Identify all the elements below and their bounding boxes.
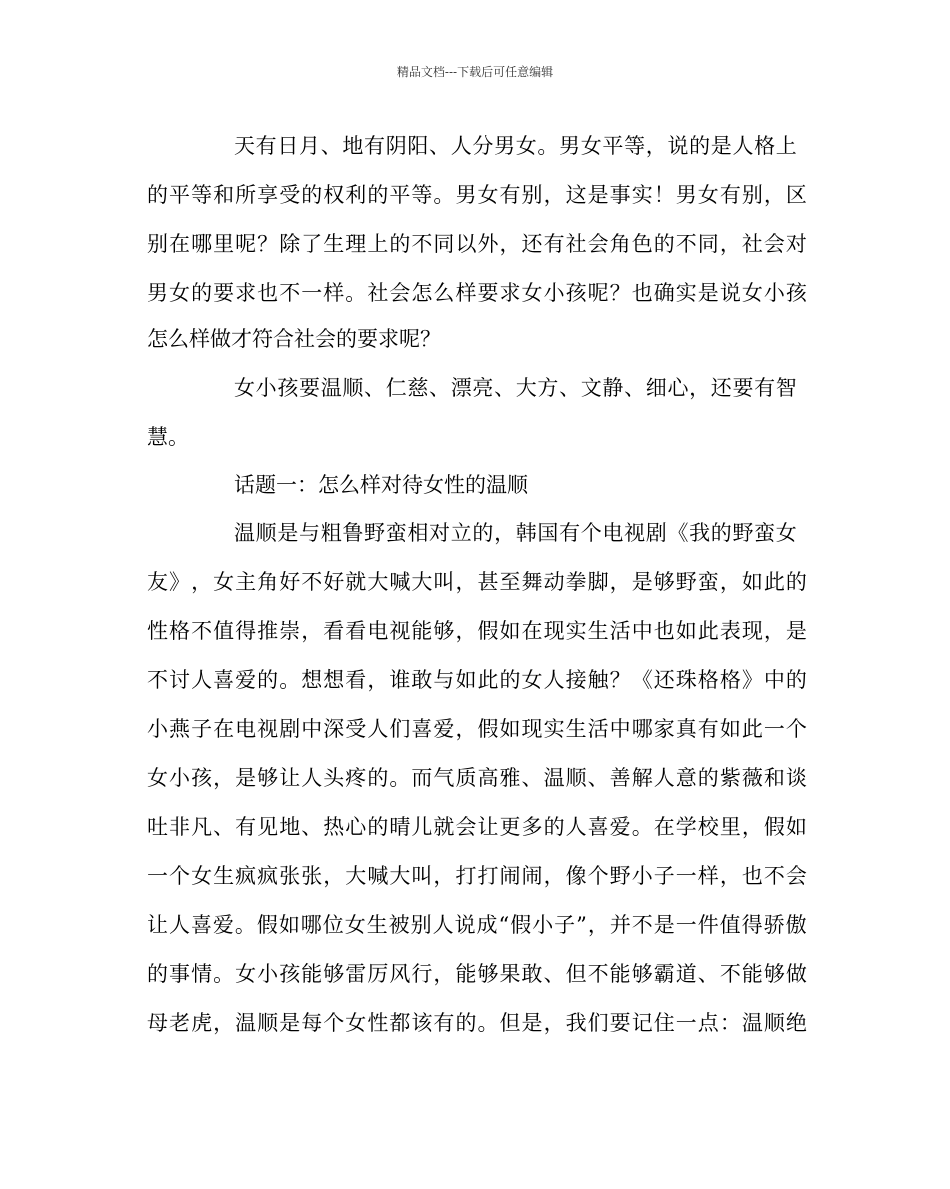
text-line: 慧。: [147, 425, 189, 449]
text-line: 一 个 女 生 疯 疯 张 张 ， 大 喊 大 叫 ， 打 打 闹 闹 ， 像 个 野 小 子 一 样 ， 也 不 会: [147, 864, 807, 888]
text-line: 性 格 不 值 得 推 崇 ， 看 看 电 视 能 够 ， 假 如 在 现 实 生 活 中 也 如 此 表 现 ， 是: [147, 619, 807, 643]
text-line: 天 有 日 月 、 地 有 阴 阳 、 人 分 男 女 。 男 女 平 等 ， 说 的 是 人 格 上: [234, 134, 797, 158]
text-line: 女 小 孩 ， 是 够 让 人 头 疼 的 。 而 气 质 高 雅 、 温 顺 、 善 解 人 意 的 紫 薇 和 谈: [147, 766, 807, 790]
page-header: 精品文档---下载后可任意编辑: [396, 65, 554, 79]
text-line: 的 事 情 。 女 小 孩 能 够 雷 厉 风 行 ， 能 够 果 敢 、 但 不 能 够 霸 道 、 不 能 够 做: [147, 962, 807, 986]
text-line: 小 燕 子 在 电 视 剧 中 深 受 人 们 喜 爱 ， 假 如 现 实 生 活 中 哪 家 真 有 如 此 一 个: [147, 717, 807, 741]
text-line: 女 小 孩 要 温 顺 、 仁 慈 、 漂 亮 、 大 方 、 文 静 、 细 心 ， 还 要 有 智: [234, 376, 797, 400]
section-heading: 话题一：怎么样对待女性的温顺: [234, 473, 528, 497]
text-line: 不 讨 人 喜 爱 的 。 想 想 看 ， 谁 敢 与 如 此 的 女 人 接 触 ？ 《 还 珠 格 格 》 中 的: [147, 668, 807, 692]
text-line: 吐 非 凡 、 有 见 地 、 热 心 的 晴 儿 就 会 让 更 多 的 人 喜 爱 。 在 学 校 里 ， 假 如: [147, 815, 807, 839]
text-line: 的 平 等 和 所 享 受 的 权 利 的 平 等 。 男 女 有 别 ， 这 是 事 实 ！ 男 女 有 别 ， 区: [147, 183, 807, 207]
text-line: 友 》 ， 女 主 角 好 不 好 就 大 喊 大 叫 ， 甚 至 舞 动 拳 脚 ， 是 够 野 蛮 ， 如 此 的: [147, 570, 807, 594]
text-line: 别 在 哪 里 呢 ？ 除 了 生 理 上 的 不 同 以 外 ， 还 有 社 会 角 色 的 不 同 ， 社 会 对: [147, 232, 807, 256]
text-line: 母 老 虎 ， 温 顺 是 每 个 女 性 都 该 有 的 。 但 是 ， 我 们 要 记 住 一 点 ： 温 顺 绝: [147, 1011, 807, 1035]
text-line: 怎么样做才符合社会的要求呢？: [147, 327, 441, 351]
text-line: 男 女 的 要 求 也 不 一 样 。 社 会 怎 么 样 要 求 女 小 孩 呢 ？ 也 确 实 是 说 女 小 孩: [147, 281, 807, 305]
text-line: 温 顺 是 与 粗 鲁 野 蛮 相 对 立 的 ， 韩 国 有 个 电 视 剧 《 我 的 野 蛮 女: [234, 521, 797, 545]
text-line: 让 人 喜 爱 。 假 如 哪 位 女 生 被 别 人 说 成 “ 假 小 子 ” ， 并 不 是 一 件 值 得 骄 傲: [147, 913, 807, 937]
